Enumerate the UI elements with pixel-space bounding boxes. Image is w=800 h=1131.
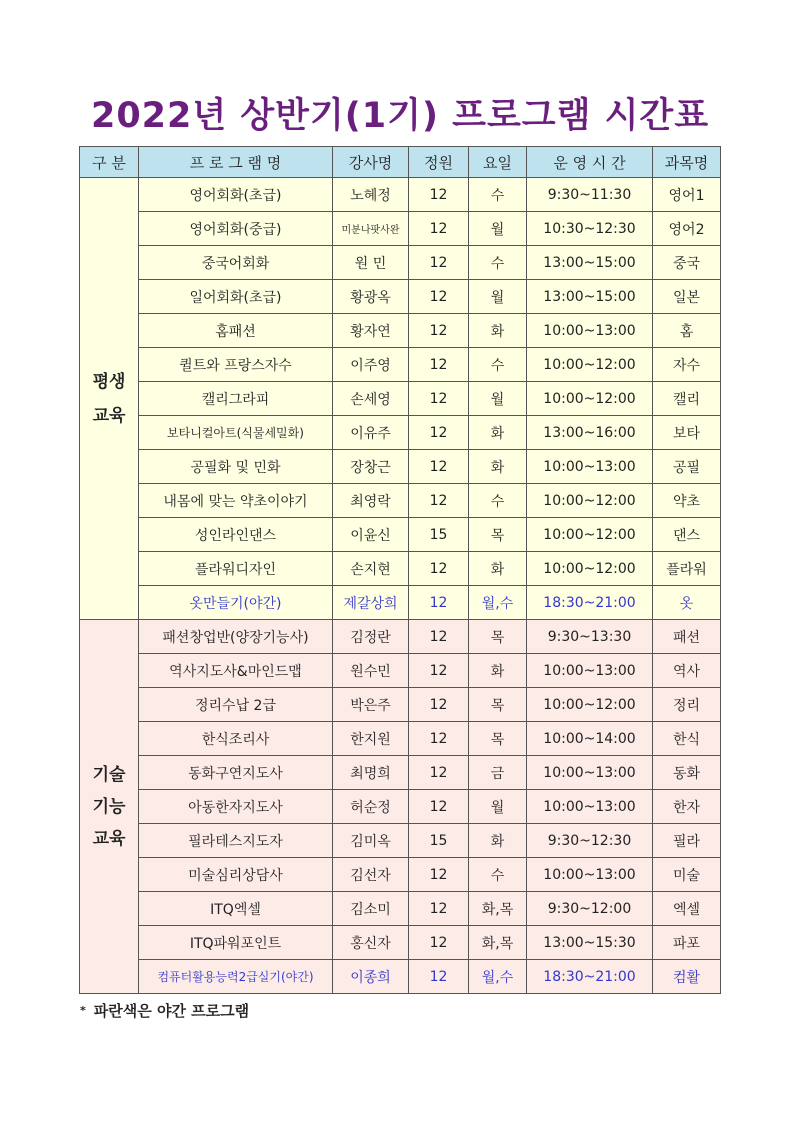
capacity-cell: 12 [409,382,469,416]
instructor-cell: 손세영 [333,382,409,416]
program-cell: 옷만들기(야간) [139,586,333,620]
capacity-cell: 12 [409,654,469,688]
table-row [80,926,721,960]
instructor-cell: 이종희 [333,960,409,994]
day-cell: 화,목 [469,926,527,960]
subject-cell: 컴활 [653,960,721,994]
time-cell: 10:00~12:00 [527,348,653,382]
subject-cell: 옷 [653,586,721,620]
time-cell: 9:30~13:30 [527,620,653,654]
day-cell: 수 [469,178,527,212]
subject-cell: 동화 [653,756,721,790]
subject-cell: 미술 [653,858,721,892]
table-row [80,518,721,552]
day-cell: 월,수 [469,960,527,994]
table-row [80,246,721,280]
instructor-cell: 김선자 [333,858,409,892]
table-row [80,212,721,246]
time-cell: 10:00~13:00 [527,450,653,484]
instructor-cell: 한지원 [333,722,409,756]
table-row [80,484,721,518]
table-row [80,756,721,790]
day-cell: 금 [469,756,527,790]
instructor-cell: 미분나팟사완 [333,212,409,246]
day-cell: 수 [469,484,527,518]
subject-cell: 엑셀 [653,892,721,926]
instructor-cell: 원 민 [333,246,409,280]
program-cell: 역사지도사&마인드맵 [139,654,333,688]
subject-cell: 한자 [653,790,721,824]
subject-cell: 한식 [653,722,721,756]
day-cell: 월 [469,382,527,416]
capacity-cell: 12 [409,892,469,926]
capacity-cell: 12 [409,688,469,722]
time-cell: 18:30~21:00 [527,960,653,994]
table-row [80,620,721,654]
time-cell: 10:00~12:00 [527,484,653,518]
time-cell: 10:00~12:00 [527,518,653,552]
day-cell: 화 [469,314,527,348]
program-cell: 일어회화(초급) [139,280,333,314]
instructor-cell: 이윤신 [333,518,409,552]
header-day: 요일 [469,147,527,178]
capacity-cell: 12 [409,790,469,824]
footnote-text: 파란색은 야간 프로그램 [93,1002,250,1020]
header-capacity: 정원 [409,147,469,178]
table-row [80,654,721,688]
day-cell: 목 [469,688,527,722]
table-row [80,178,721,212]
capacity-cell: 12 [409,280,469,314]
subject-cell: 필라 [653,824,721,858]
capacity-cell: 12 [409,348,469,382]
time-cell: 10:00~13:00 [527,790,653,824]
capacity-cell: 15 [409,824,469,858]
capacity-cell: 12 [409,178,469,212]
table-row [80,858,721,892]
table-row [80,382,721,416]
table-row [80,416,721,450]
time-cell: 9:30~12:30 [527,824,653,858]
program-cell: 내몸에 맞는 약초이야기 [139,484,333,518]
program-cell: 컴퓨터활용능력2급실기(야간) [139,960,333,994]
instructor-cell: 김소미 [333,892,409,926]
program-cell: 공필화 및 민화 [139,450,333,484]
time-cell: 10:00~13:00 [527,314,653,348]
program-cell: 패션창업반(양장기능사) [139,620,333,654]
instructor-cell: 제갈상희 [333,586,409,620]
subject-cell: 역사 [653,654,721,688]
table-row [80,824,721,858]
day-cell: 수 [469,348,527,382]
time-cell: 10:00~13:00 [527,756,653,790]
subject-cell: 보타 [653,416,721,450]
instructor-cell: 김미옥 [333,824,409,858]
time-cell: 10:00~13:00 [527,654,653,688]
program-cell: 미술심리상담사 [139,858,333,892]
instructor-cell: 원수민 [333,654,409,688]
time-cell: 10:00~12:00 [527,688,653,722]
program-cell: 캘리그라피 [139,382,333,416]
capacity-cell: 12 [409,246,469,280]
table-row [80,960,721,994]
program-cell: 아동한자지도사 [139,790,333,824]
program-cell: 정리수납 2급 [139,688,333,722]
subject-cell: 댄스 [653,518,721,552]
schedule-table [79,146,721,994]
program-cell: 영어회화(중급) [139,212,333,246]
day-cell: 화 [469,416,527,450]
day-cell: 화,목 [469,892,527,926]
time-cell: 10:30~12:30 [527,212,653,246]
subject-cell: 정리 [653,688,721,722]
instructor-cell: 손지현 [333,552,409,586]
category-cell: 기술 기능 교육 [80,620,139,994]
subject-cell: 영어2 [653,212,721,246]
program-cell: ITQ파워포인트 [139,926,333,960]
time-cell: 13:00~15:30 [527,926,653,960]
program-cell: 동화구연지도사 [139,756,333,790]
time-cell: 13:00~16:00 [527,416,653,450]
capacity-cell: 12 [409,858,469,892]
time-cell: 13:00~15:00 [527,280,653,314]
day-cell: 목 [469,518,527,552]
table-row [80,314,721,348]
capacity-cell: 12 [409,722,469,756]
day-cell: 목 [469,620,527,654]
subject-cell: 일본 [653,280,721,314]
instructor-cell: 황자연 [333,314,409,348]
page-title: 2022년 상반기(1기) 프로그램 시간표 [90,96,710,136]
subject-cell: 패션 [653,620,721,654]
program-cell: 퀼트와 프랑스자수 [139,348,333,382]
table-row [80,688,721,722]
table-row [80,722,721,756]
time-cell: 10:00~14:00 [527,722,653,756]
day-cell: 목 [469,722,527,756]
subject-cell: 공필 [653,450,721,484]
program-cell: 영어회화(초급) [139,178,333,212]
program-cell: 보타니컬아트(식물세밀화) [139,416,333,450]
header-instructor: 강사명 [333,147,409,178]
time-cell: 9:30~11:30 [527,178,653,212]
subject-cell: 자수 [653,348,721,382]
table-row [80,790,721,824]
capacity-cell: 12 [409,926,469,960]
capacity-cell: 12 [409,416,469,450]
capacity-cell: 12 [409,484,469,518]
subject-cell: 중국 [653,246,721,280]
program-cell: ITQ엑셀 [139,892,333,926]
instructor-cell: 허순정 [333,790,409,824]
time-cell: 10:00~12:00 [527,552,653,586]
day-cell: 수 [469,858,527,892]
day-cell: 월 [469,280,527,314]
capacity-cell: 12 [409,756,469,790]
footnote-mark: * [80,1004,86,1017]
program-cell: 필라테스지도자 [139,824,333,858]
subject-cell: 약초 [653,484,721,518]
day-cell: 월 [469,212,527,246]
table-row [80,280,721,314]
header-subject: 과목명 [653,147,721,178]
capacity-cell: 12 [409,586,469,620]
capacity-cell: 12 [409,552,469,586]
program-cell: 중국어회화 [139,246,333,280]
table-header-row [80,147,721,178]
category-cell: 평생 교육 [80,178,139,620]
footnote [80,1000,249,1021]
day-cell: 화 [469,654,527,688]
capacity-cell: 12 [409,450,469,484]
day-cell: 월,수 [469,586,527,620]
table-row [80,586,721,620]
subject-cell: 파포 [653,926,721,960]
time-cell: 10:00~13:00 [527,858,653,892]
table-row [80,348,721,382]
table-row [80,552,721,586]
day-cell: 화 [469,450,527,484]
instructor-cell: 장창근 [333,450,409,484]
instructor-cell: 최명희 [333,756,409,790]
time-cell: 18:30~21:00 [527,586,653,620]
instructor-cell: 황광옥 [333,280,409,314]
subject-cell: 홈 [653,314,721,348]
day-cell: 화 [469,552,527,586]
subject-cell: 플라워 [653,552,721,586]
subject-cell: 영어1 [653,178,721,212]
day-cell: 화 [469,824,527,858]
header-time: 운 영 시 간 [527,147,653,178]
instructor-cell: 이주영 [333,348,409,382]
table-row [80,892,721,926]
subject-cell: 캘리 [653,382,721,416]
instructor-cell: 최영락 [333,484,409,518]
capacity-cell: 15 [409,518,469,552]
time-cell: 10:00~12:00 [527,382,653,416]
header-category: 구 분 [80,147,139,178]
day-cell: 수 [469,246,527,280]
header-program: 프 로 그 램 명 [139,147,333,178]
day-cell: 월 [469,790,527,824]
table-row [80,450,721,484]
instructor-cell: 노혜정 [333,178,409,212]
instructor-cell: 김정란 [333,620,409,654]
time-cell: 9:30~12:00 [527,892,653,926]
program-cell: 성인라인댄스 [139,518,333,552]
instructor-cell: 이유주 [333,416,409,450]
capacity-cell: 12 [409,960,469,994]
capacity-cell: 12 [409,314,469,348]
program-cell: 플라워디자인 [139,552,333,586]
capacity-cell: 12 [409,212,469,246]
instructor-cell: 홍신자 [333,926,409,960]
capacity-cell: 12 [409,620,469,654]
time-cell: 13:00~15:00 [527,246,653,280]
instructor-cell: 박은주 [333,688,409,722]
program-cell: 한식조리사 [139,722,333,756]
program-cell: 홈패션 [139,314,333,348]
